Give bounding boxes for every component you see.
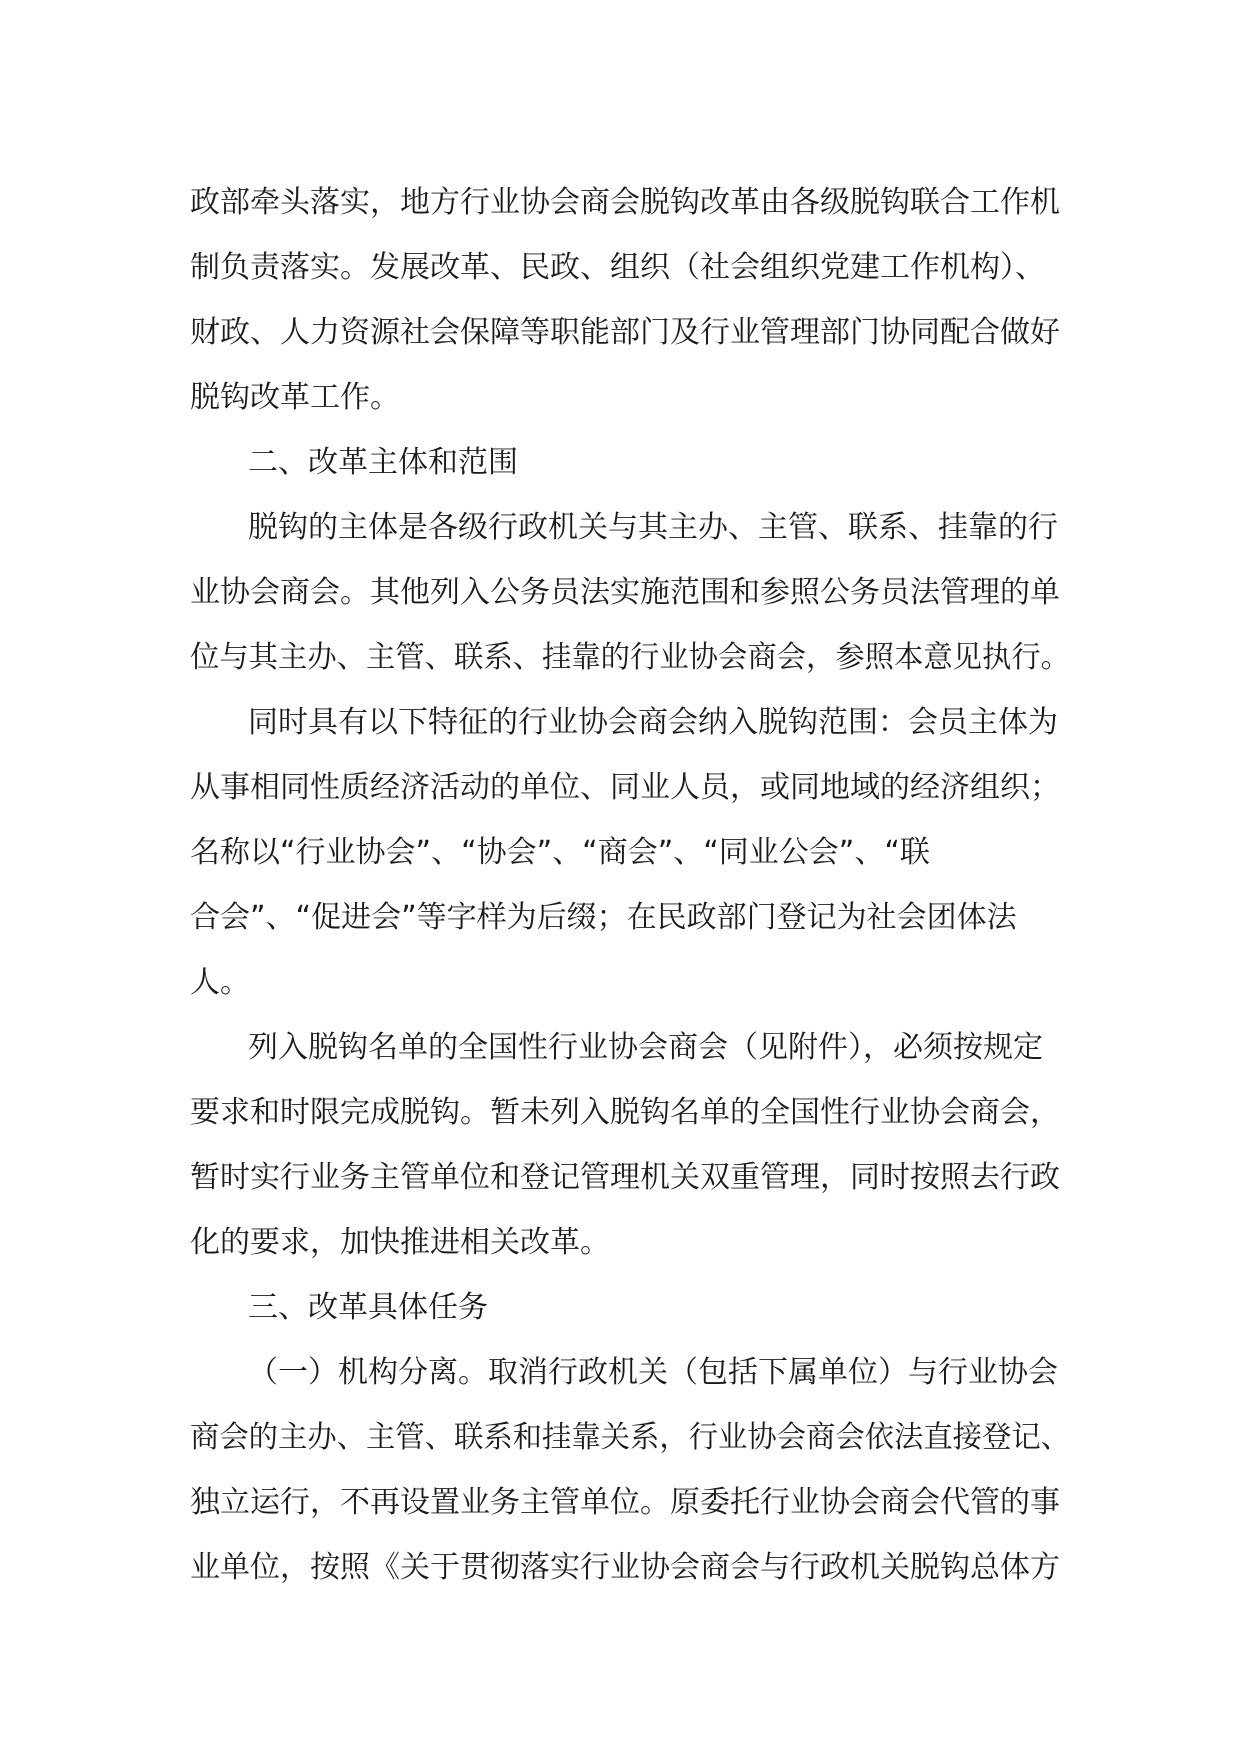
text-line: 业单位，按照《关于贯彻落实行业协会商会与行政机关脱钩总体方 — [190, 1550, 1060, 1585]
text-line: 业协会商会。其他列入公务员法实施范围和参照公务员法管理的单 — [190, 575, 1060, 610]
text-line: 商会的主办、主管、联系和挂靠关系，行业协会商会依法直接登记、 — [190, 1420, 1071, 1455]
document-body — [190, 170, 1070, 1600]
text-line: 三、改革具体任务 — [248, 1290, 488, 1325]
text-line: 暂时实行业务主管单位和登记管理机关双重管理，同时按照去行政 — [190, 1160, 1060, 1195]
text-line: 财政、人力资源社会保障等职能部门及行业管理部门协同配合做好 — [190, 315, 1060, 350]
text-line: 合会”、“促进会”等字样为后缀；在民政部门登记为社会团体法 — [190, 900, 1017, 935]
text-line: 列入脱钩名单的全国性行业协会商会（见附件），必须按规定 — [248, 1030, 1043, 1065]
text-line: 位与其主办、主管、联系、挂靠的行业协会商会，参照本意见执行。 — [190, 640, 1071, 675]
text-line: 制负责落实。发展改革、民政、组织（社会组织党建工作机构）、 — [190, 250, 1045, 285]
text-line: 同时具有以下特征的行业协会商会纳入脱钩范围：会员主体为 — [248, 705, 1058, 740]
text-line: 政部牵头落实，地方行业协会商会脱钩改革由各级脱钩联合工作机 — [190, 185, 1060, 220]
text-line: 从事相同性质经济活动的单位、同业人员，或同地域的经济组织； — [190, 770, 1060, 805]
text-line: 二、改革主体和范围 — [248, 445, 518, 480]
text-line: 独立运行，不再设置业务主管单位。原委托行业协会商会代管的事 — [190, 1485, 1060, 1520]
text-line: 人。 — [190, 965, 250, 1000]
text-line: 脱钩改革工作。 — [190, 380, 400, 415]
text-line: 脱钩的主体是各级行政机关与其主办、主管、联系、挂靠的行 — [248, 510, 1058, 545]
text-line: 化的要求，加快推进相关改革。 — [190, 1225, 610, 1260]
text-line: 名称以“行业协会”、“协会”、“商会”、“同业公会”、“联 — [190, 835, 930, 870]
text-line: （一）机构分离。取消行政机关（包括下属单位）与行业协会 — [248, 1355, 1058, 1390]
text-line: 要求和时限完成脱钩。暂未列入脱钩名单的全国性行业协会商会， — [190, 1095, 1060, 1130]
